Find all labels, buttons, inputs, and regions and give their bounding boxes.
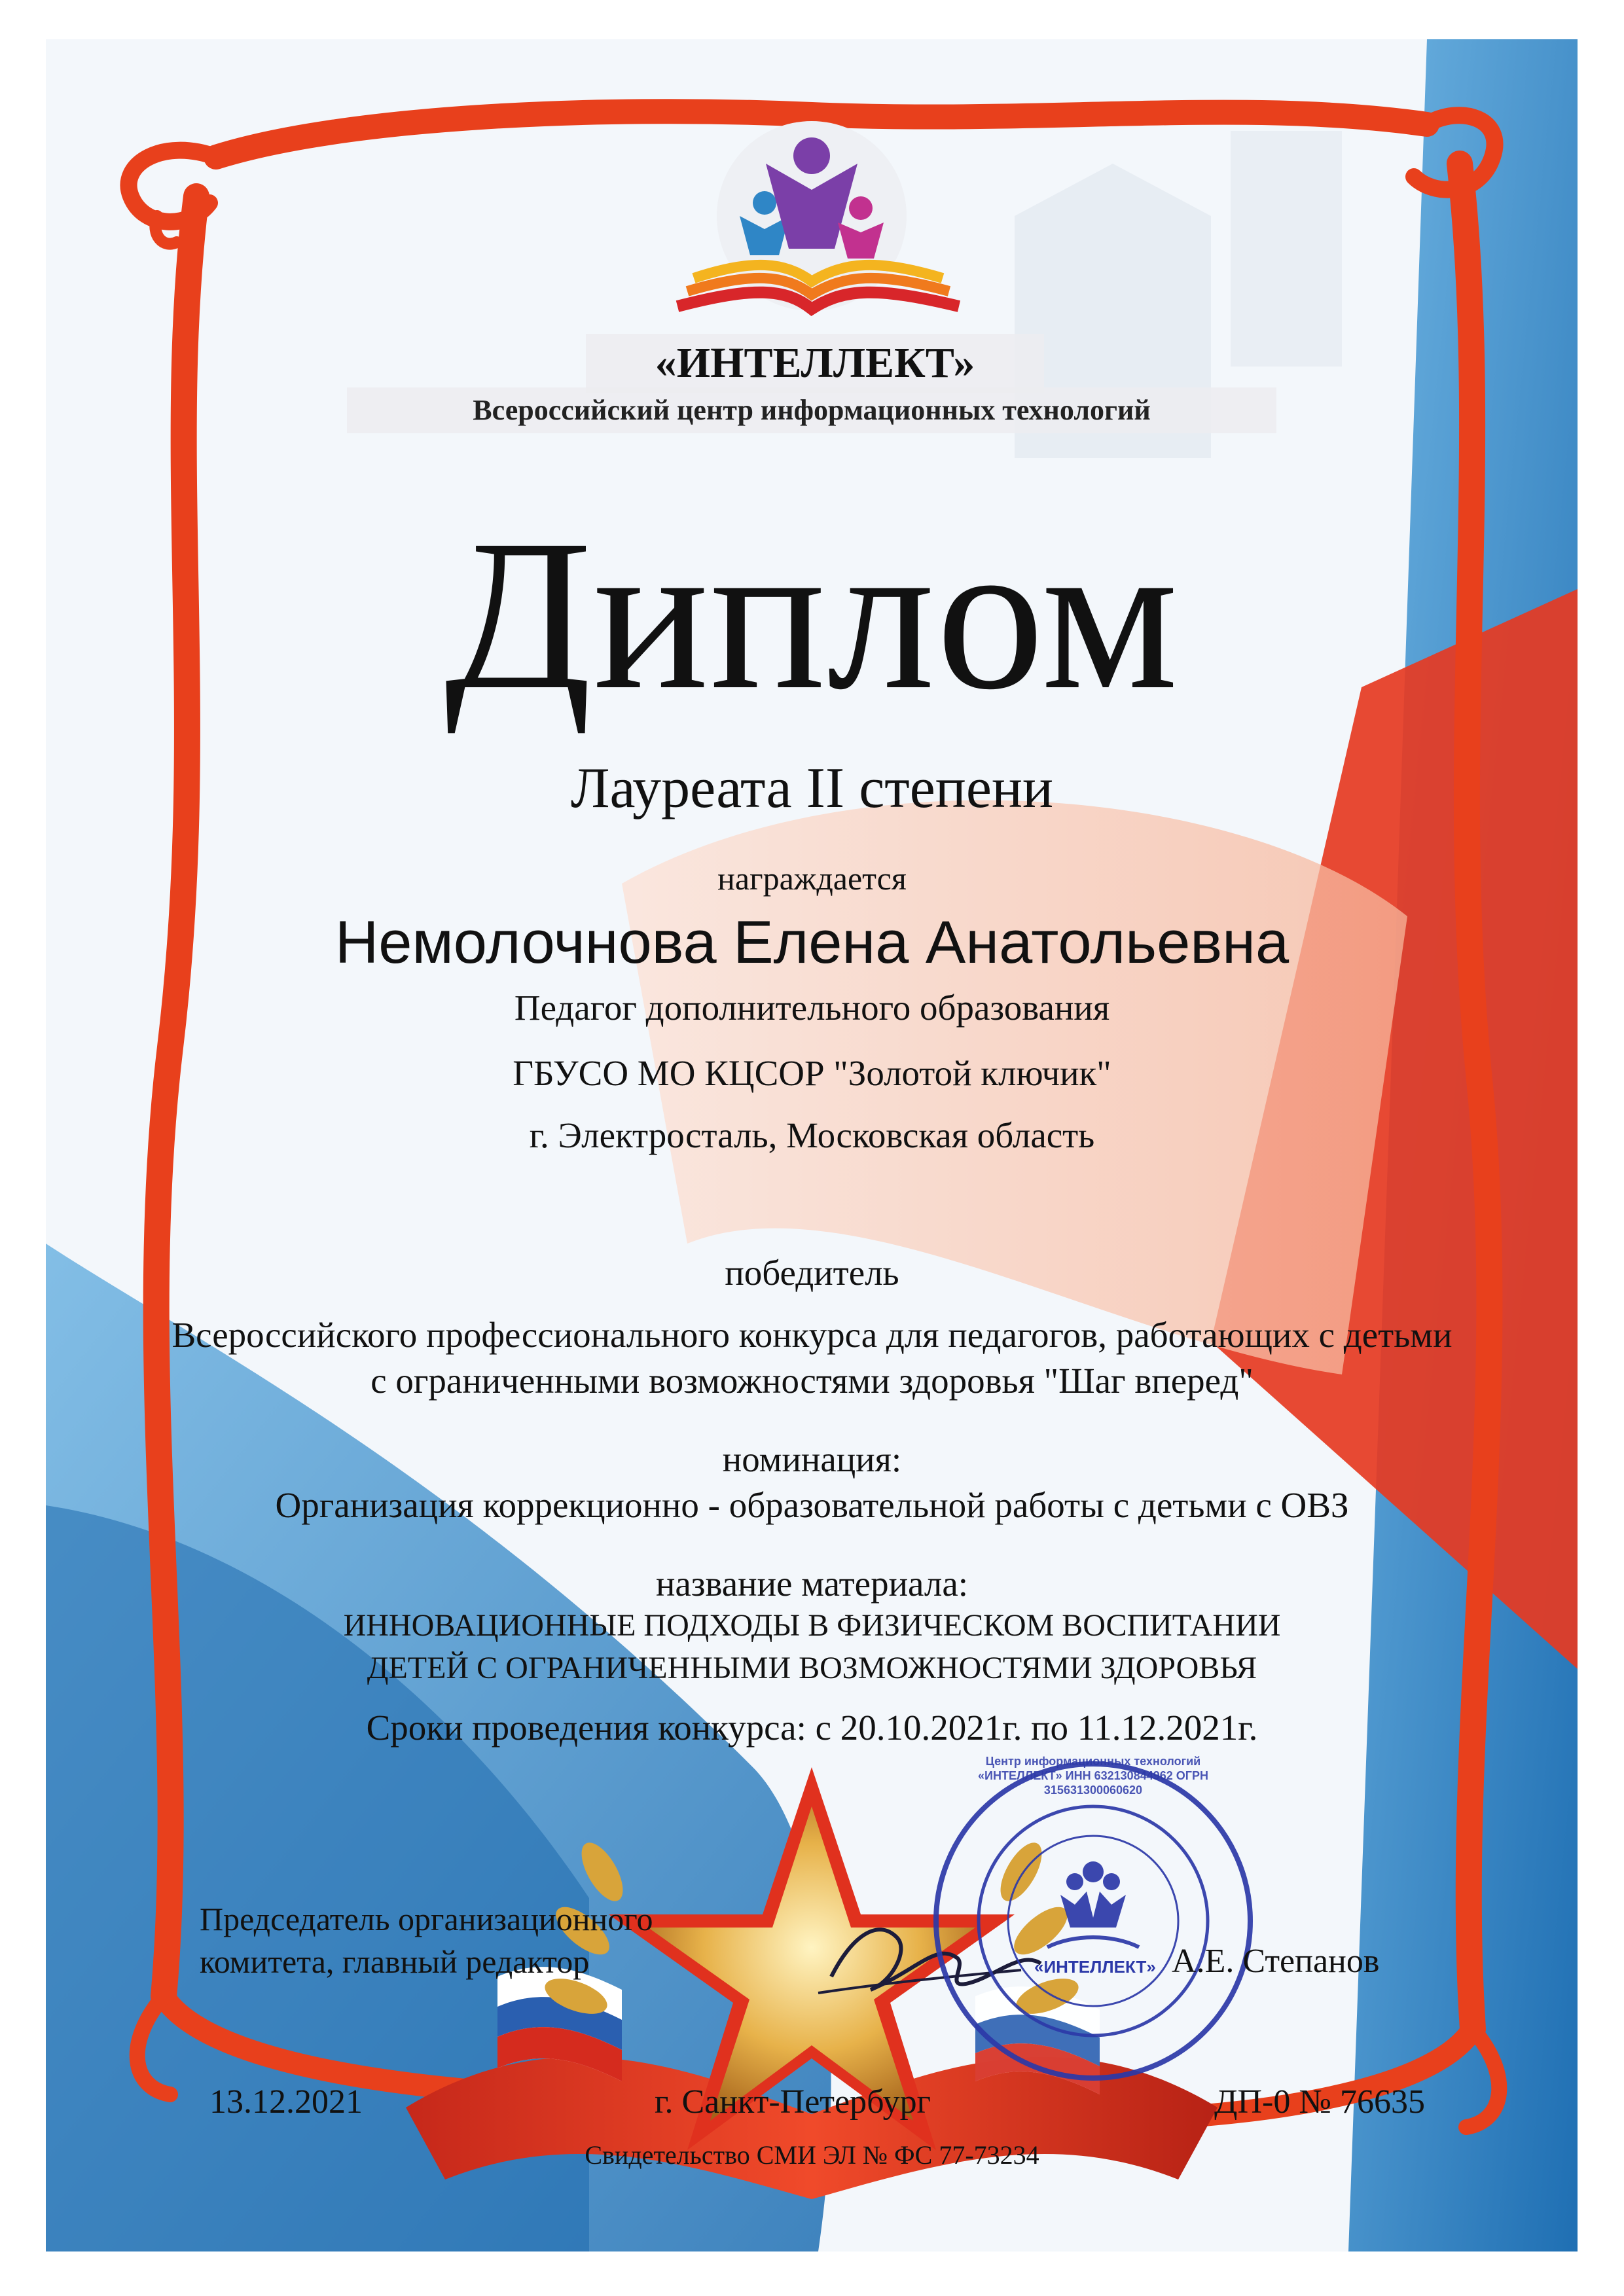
media-certificate: Свидетельство СМИ ЭЛ № ФС 77-73234 xyxy=(585,2140,1039,2170)
winner-label: победитель xyxy=(725,1253,899,1293)
material-title-line-1: ИННОВАЦИОННЫЕ ПОДХОДЫ В ФИЗИЧЕСКОМ ВОСПИТАНИИ xyxy=(343,1608,1281,1643)
awarded-label: награждается xyxy=(717,860,907,897)
recipient-institution: ГБУСО МО КЦСОР "Золотой ключик" xyxy=(513,1053,1111,1093)
org-name: «ИНТЕЛЛЕКТ» xyxy=(586,334,1044,393)
contest-line-1: Всероссийского профессионального конкурса для педагогов, работающих с детьми xyxy=(171,1315,1453,1355)
issue-date: 13.12.2021 xyxy=(209,2083,363,2121)
diploma-title: Диплом xyxy=(444,495,1180,734)
stamp-outer-text: Центр информационных технологий «ИНТЕЛЛЕКТ» ИНН 632130844962 ОГРН 315631300060620 xyxy=(978,1755,1208,1797)
contest-line-2: с ограниченными возможностями здоровья "Шаг вперед" xyxy=(370,1361,1254,1401)
signature-role-line-1: Председатель организационного xyxy=(200,1901,653,1937)
recipient-position: Педагог дополнительного образования xyxy=(514,988,1110,1028)
nomination-label: номинация: xyxy=(722,1439,902,1479)
recipient-name: Немолочнова Елена Анатольевна xyxy=(334,909,1290,976)
diploma-degree: Лауреата II степени xyxy=(570,757,1054,820)
nomination-value: Организация коррекционно - образовательной работы с детьми с ОВЗ xyxy=(275,1485,1349,1525)
issue-city: г. Санкт-Петербург xyxy=(655,2083,931,2121)
signature-role-line-2: комитета, главный редактор xyxy=(200,1943,590,1980)
signatory-name: А.Е. Степанов xyxy=(1172,1943,1380,1980)
material-label: название материала: xyxy=(655,1564,969,1604)
diploma-number: ДП-0 № 76635 xyxy=(1214,2083,1425,2121)
contest-dates: Сроки проведения конкурса: с 20.10.2021г. по 11.12.2021г. xyxy=(366,1708,1258,1748)
recipient-city: г. Электросталь, Московская область xyxy=(529,1115,1095,1155)
material-title-line-2: ДЕТЕЙ С ОГРАНИЧЕННЫМИ ВОЗМОЖНОСТЯМИ ЗДОРОВЬЯ xyxy=(367,1651,1257,1685)
stamp-center-text: «ИНТЕЛЛЕКТ» xyxy=(1034,1957,1156,1977)
org-description: Всероссийский центр информационных технологий xyxy=(347,387,1276,433)
